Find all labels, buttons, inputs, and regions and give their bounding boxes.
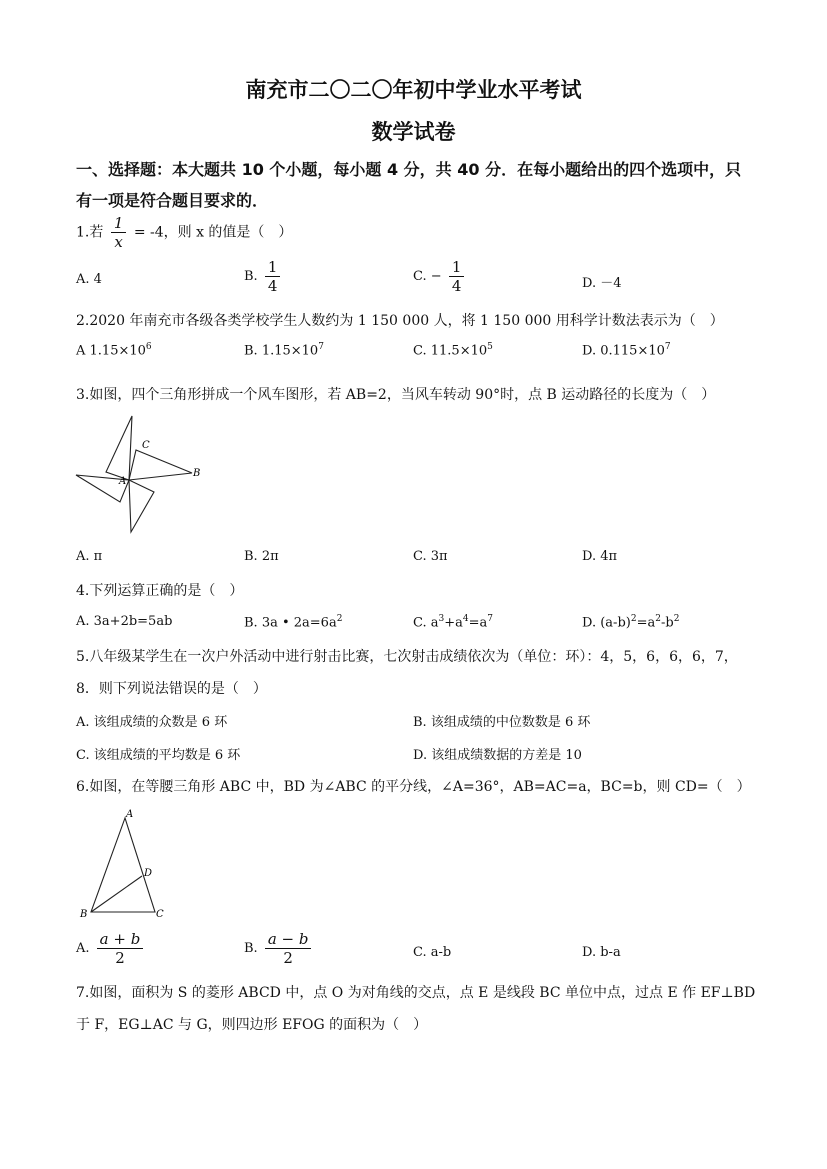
q1-option-a: A. 4 — [76, 272, 102, 287]
q1-b-num: 1 — [265, 258, 281, 277]
q2-option-b — [244, 342, 324, 358]
q6-option-b — [244, 930, 314, 967]
q6-a-prefix: A. — [76, 941, 90, 956]
question-2: 2.2020 年南充市各级各类学校学生人数约为 1 150 000 人，将 1 150 000 用科学计数法表示为（ ） — [76, 313, 724, 329]
windmill-blade-right — [129, 450, 192, 480]
q1-b-prefix: B. — [244, 269, 258, 284]
q1-c-prefix: C. — [413, 269, 427, 284]
q6-b-fraction — [265, 930, 312, 967]
q1-option-d: D. －4 — [582, 276, 622, 291]
question-3: 3.如图，四个三角形拼成一个风车图形，若 AB=2，当风车转动 90°时，点 B 运动路径的长度为（ ） — [76, 387, 716, 403]
q1-c-fraction — [449, 258, 465, 295]
q4-option-c — [413, 614, 493, 630]
q6-option-a — [76, 930, 146, 967]
question-1 — [76, 214, 292, 251]
q1-fraction — [111, 214, 127, 251]
point-label-c: C — [156, 909, 164, 920]
q3-option-c: C. 3π — [413, 549, 448, 564]
q4-c-e3: 7 — [487, 614, 494, 624]
q4-c-e2: 4 — [462, 614, 469, 624]
q1-b-den: 4 — [267, 277, 278, 295]
windmill-blade-top — [106, 416, 132, 480]
point-label-d: D — [144, 868, 153, 879]
q1-option-c — [413, 258, 467, 295]
q6-a-den: 2 — [115, 949, 125, 967]
q1-c-num: 1 — [449, 258, 465, 277]
bisector-bd — [91, 876, 142, 912]
q2-c-exp: 5 — [487, 342, 493, 352]
q5-option-a: A. 该组成绩的众数是 6 环 — [76, 715, 228, 730]
q4-b-exp: 2 — [336, 614, 343, 624]
q1-frac-num: 1 — [111, 214, 127, 233]
q3-option-d: D. 4π — [582, 549, 618, 564]
point-label-b: B — [193, 468, 201, 479]
q6-option-d: D. b-a — [582, 945, 621, 960]
q4-option-b — [244, 614, 342, 630]
q5-option-d: D. 该组成绩数据的方差是 10 — [413, 748, 582, 763]
q4-d-p1: D. (a-b) — [582, 615, 631, 631]
q6-a-num: a + b — [97, 930, 144, 949]
question-7-line2: 于 F，EG⊥AC 与 G，则四边形 EFOG 的面积为（ ） — [76, 1017, 428, 1033]
triangle-abc — [91, 818, 155, 912]
q4-d-e2: 2 — [655, 614, 661, 624]
q4-d-p2: =a — [636, 615, 656, 631]
q5-option-b: B. 该组成绩的中位数数是 6 环 — [413, 715, 591, 730]
q1-c-den: 4 — [451, 277, 462, 295]
question-5-line1: 5.八年级某学生在一次户外活动中进行射击比赛，七次射击成绩依次为（单位：环）：4，5，6，6，6，7， — [76, 649, 738, 665]
q6-a-fraction — [97, 930, 144, 967]
question-4: 4.下列运算正确的是（ ） — [76, 583, 244, 599]
windmill-figure — [74, 412, 209, 540]
q2-c-base: C. 11.5×10 — [413, 343, 488, 359]
q1-frac-den: x — [114, 233, 123, 251]
point-label-b: B — [80, 909, 88, 920]
q1-b-fraction — [265, 258, 281, 295]
isosceles-triangle-figure — [76, 806, 172, 920]
question-6: 6.如图，在等腰三角形 ABC 中，BD 为∠ABC 的平分线，∠A=36°，AB=AC=a，BC=b，则 CD=（ ） — [76, 779, 751, 795]
q4-b-base: B. 3a • 2a=6a — [244, 615, 337, 631]
q4-d-e1: 2 — [630, 614, 637, 624]
question-5-line2: 8．则下列说法错误的是（ ） — [76, 681, 267, 697]
section-header-line1: 一、选择题：本大题共 10 个小题，每小题 4 分，共 40 分．在每小题给出的四个选项中，只 — [76, 160, 742, 179]
q4-c-p2: +a — [444, 615, 463, 631]
q3-option-a: A. π — [76, 549, 103, 564]
exam-subtitle: 数学试卷 — [371, 120, 456, 144]
q1-prefix: 1.若 — [76, 224, 104, 241]
windmill-blade-bottom — [129, 480, 154, 532]
q1-suffix: = -4，则 x 的值是（ ） — [133, 224, 293, 241]
point-label-a: A — [119, 476, 127, 487]
q2-a-exp: 6 — [145, 342, 152, 352]
q6-b-den: 2 — [283, 949, 293, 967]
q4-option-a: A. 3a+2b=5ab — [76, 614, 173, 629]
q2-a-base: A 1.15×10 — [76, 343, 146, 359]
q4-d-e3: 2 — [673, 614, 680, 624]
q2-option-a — [76, 342, 152, 358]
q1-c-sign: − — [430, 269, 442, 284]
q2-b-base: B. 1.15×10 — [244, 343, 319, 359]
q2-d-base: D. 0.115×10 — [582, 343, 665, 359]
q2-b-exp: 7 — [318, 342, 324, 352]
q4-d-p3: -b — [660, 615, 674, 631]
exam-title: 南充市二〇二〇年初中学业水平考试 — [245, 78, 582, 102]
section-header-line2: 有一项是符合题目要求的． — [76, 191, 269, 210]
q4-c-e1: 3 — [438, 614, 445, 624]
point-label-c: C — [142, 440, 150, 451]
q5-option-c: C. 该组成绩的平均数是 6 环 — [76, 748, 241, 763]
q2-option-d — [582, 342, 671, 358]
point-label-a: A — [126, 809, 134, 820]
q6-b-num: a − b — [265, 930, 312, 949]
question-7-line1: 7.如图，面积为 S 的菱形 ABCD 中，点 O 为对角线的交点，点 E 是线段 BC 单位中点，过点 E 作 EF⊥BD — [76, 985, 756, 1001]
q6-option-c: C. a-b — [413, 945, 452, 960]
q4-c-p1: C. a — [413, 615, 439, 631]
q1-option-b — [244, 258, 283, 295]
q2-d-exp: 7 — [664, 342, 671, 352]
q3-option-b: B. 2π — [244, 549, 279, 564]
q4-option-d — [582, 614, 679, 630]
q2-option-c — [413, 342, 493, 358]
q6-b-prefix: B. — [244, 941, 258, 956]
q4-c-p3: =a — [468, 615, 488, 631]
